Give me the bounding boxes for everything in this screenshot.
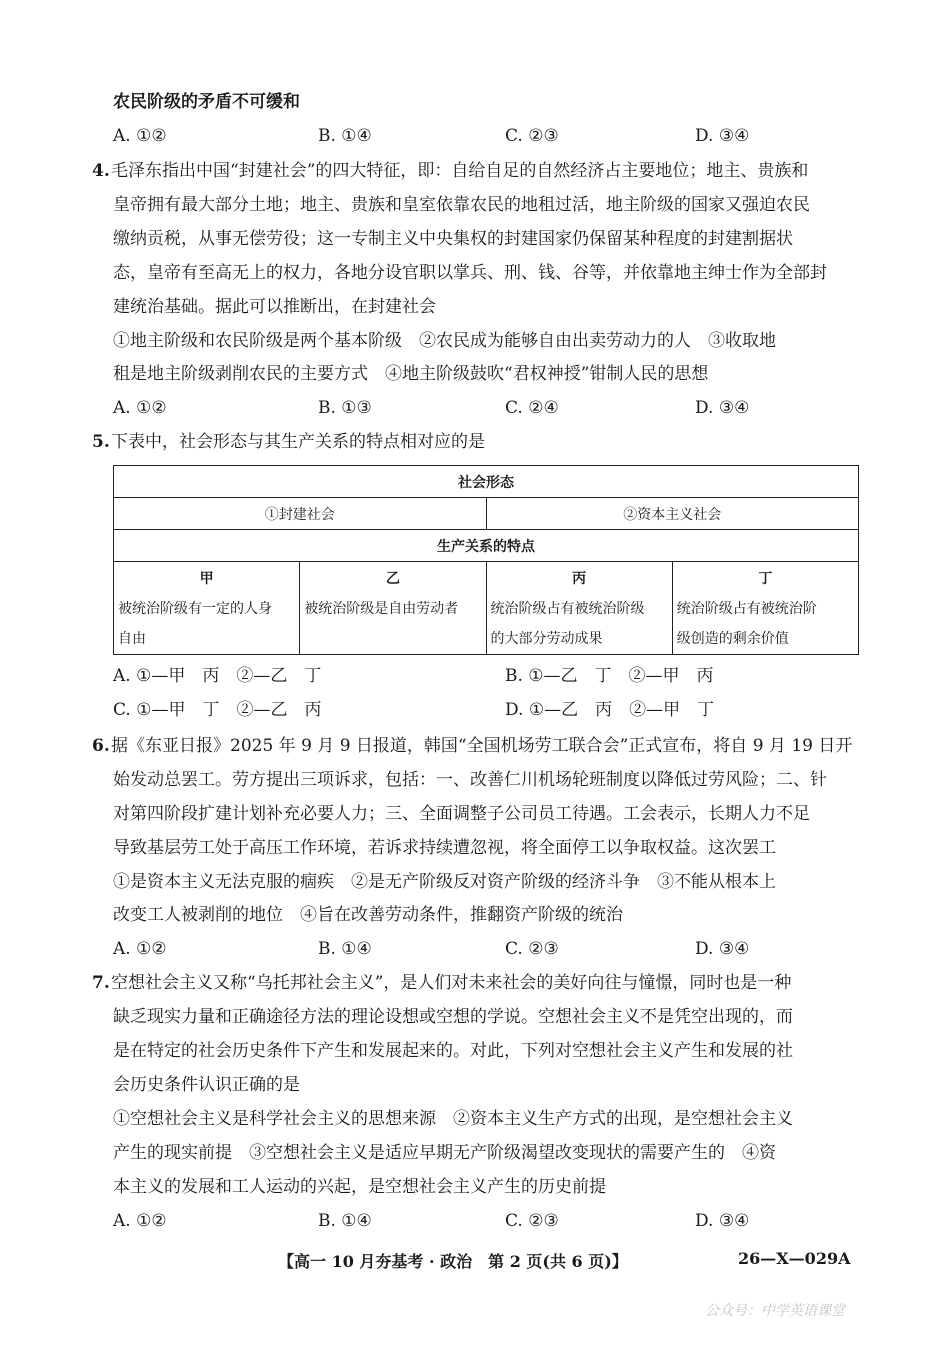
social-form-table: [113, 465, 859, 655]
cell-text-ding-2: 级创造的剩余价值: [676, 631, 789, 647]
q7-line-3: 是在特定的社会历史条件下产生和发展起来的。对此，下列对空想社会主义产生和发展的社: [113, 1041, 793, 1061]
q7-option-b: B. ①④: [318, 1211, 372, 1231]
table-form-capitalist: ②资本主义社会: [486, 498, 859, 530]
q4-line-2: 皇帝拥有最大部分土地；地主、贵族和皇室依靠农民的地租过活，地主阶级的国家又强迫农民: [113, 195, 810, 215]
q7-line-2: 缺乏现实力量和正确途径方法的理论设想或空想的学说。空想社会主义不是凭空出现的，而: [113, 1007, 793, 1027]
footer-exam-info: 【高一 10 月夯基考 · 政治 第 2 页(共 6 页)】: [278, 1252, 628, 1271]
table-cell-yi: [300, 562, 486, 655]
q4-line-4: 态，皇帝有至高无上的权力，各地分设官职以掌兵、刑、钱、谷等，并依靠地主绅士作为全部封: [113, 263, 827, 283]
q4-line-5: 建统治基础。据此可以推断出，在封建社会: [113, 297, 436, 317]
table-cell-ding: [672, 562, 858, 655]
table-cell-bing: [486, 562, 672, 655]
q3-option-a: A. ①②: [113, 126, 167, 146]
q6-line-2: 始发动总罢工。劳方提出三项诉求，包括：一、改善仁川机场轮班制度以降低过劳风险；二、针: [113, 770, 827, 790]
q5-option-a: A. ①—甲 丙 ②—乙 丁: [113, 666, 322, 686]
q4-statement-1: ①地主阶级和农民阶级是两个基本阶级 ②农民成为能够自由出卖劳动力的人 ③收取地: [113, 331, 776, 351]
q4-option-c: C. ②④: [505, 398, 559, 418]
table-header-social-form: 社会形态: [114, 466, 859, 498]
q6-statement-1: ①是资本主义无法克服的痼疾 ②是无产阶级反对资产阶级的经济斗争 ③不能从根本上: [113, 872, 776, 892]
cell-text-yi-1: 被统治阶级是自由劳动者: [304, 601, 459, 617]
cell-text-bing-1: 统治阶级占有被统治阶级: [490, 601, 645, 617]
q4-option-b: B. ①③: [318, 398, 372, 418]
q3-option-c: C. ②③: [505, 126, 559, 146]
q5-number: 5.: [92, 432, 110, 452]
q5-option-b: B. ①—乙 丁 ②—甲 丙: [505, 666, 714, 686]
table-cell-jia: [114, 562, 300, 655]
q3-option-b: B. ①④: [318, 126, 372, 146]
q6-line-3: 对第四阶段扩建计划补充必要人力；三、全面调整子公司员工待遇。工会表示，长期人力不足: [113, 804, 810, 824]
q7-option-c: C. ②③: [505, 1211, 559, 1231]
cell-text-bing-2: 的大部分劳动成果: [490, 631, 603, 647]
q4-option-a: A. ①②: [113, 398, 167, 418]
q7-line-4: 会历史条件认识正确的是: [113, 1075, 300, 1095]
q6-line-4: 导致基层劳工处于高压工作环境，若诉求持续遭忽视，将全面停工以争取权益。这次罢工: [113, 838, 776, 858]
q6-number: 6.: [92, 736, 110, 756]
q7-statement-2: 产生的现实前提 ③空想社会主义是适应早期无产阶级渴望改变现状的需要产生的 ④资: [113, 1143, 776, 1163]
q3-option-d: D. ③④: [695, 126, 750, 146]
table-header-production-relations: 生产关系的特点: [114, 530, 859, 562]
q4-option-d: D. ③④: [695, 398, 750, 418]
q7-statement-3: 本主义的发展和工人运动的兴起，是空想社会主义产生的历史前提: [113, 1177, 606, 1197]
q5-stem: 下表中，社会形态与其生产关系的特点相对应的是: [111, 432, 485, 452]
q6-line-1: 据《东亚日报》2025 年 9 月 9 日报道，韩国“全国机场劳工联合会”正式宣布，将自 9 月 19 日开: [111, 736, 853, 756]
footer-paper-code: 26—X—029A: [738, 1249, 851, 1268]
q6-option-d: D. ③④: [695, 939, 750, 959]
q6-option-c: C. ②③: [505, 939, 559, 959]
q5-option-d: D. ①—乙 丙 ②—甲 丁: [505, 700, 715, 720]
q6-option-b: B. ①④: [318, 939, 372, 959]
q7-option-d: D. ③④: [695, 1211, 750, 1231]
cell-label-ding: 丁: [758, 571, 773, 587]
q7-line-1: 空想社会主义又称“乌托邦社会主义”，是人们对未来社会的美好向往与憧憬，同时也是一种: [111, 973, 792, 993]
cell-text-jia-1: 被统治阶级有一定的人身: [118, 601, 272, 617]
q5-option-c: C. ①—甲 丁 ②—乙 丙: [113, 700, 322, 720]
q7-statement-1: ①空想社会主义是科学社会主义的思想来源 ②资本主义生产方式的出现，是空想社会主义: [113, 1109, 793, 1129]
q4-statement-2: 租是地主阶级剥削农民的主要方式 ④地主阶级鼓吹“君权神授”钳制人民的思想: [113, 364, 709, 384]
q7-option-a: A. ①②: [113, 1211, 167, 1231]
table-form-feudal: ①封建社会: [114, 498, 487, 530]
q7-number: 7.: [92, 973, 110, 993]
q3-tail-text: 农民阶级的矛盾不可缓和: [113, 92, 300, 112]
cell-text-ding-1: 统治阶级占有被统治阶: [676, 601, 817, 617]
watermark: 公众号：中学英语课堂: [705, 1303, 845, 1319]
cell-label-bing: 丙: [572, 571, 587, 587]
cell-label-jia: 甲: [199, 571, 214, 587]
q4-line-1: 毛泽东指出中国“封建社会”的四大特征，即：自给自足的自然经济占主要地位；地主、贵族和: [111, 161, 809, 181]
q4-line-3: 缴纳贡税，从事无偿劳役；这一专制主义中央集权的封建国家仍保留某种程度的封建割据状: [113, 229, 793, 249]
cell-label-yi: 乙: [385, 571, 400, 587]
q6-option-a: A. ①②: [113, 939, 167, 959]
q4-number: 4.: [92, 161, 110, 181]
q6-statement-2: 改变工人被剥削的地位 ④旨在改善劳动条件，推翻资产阶级的统治: [113, 905, 623, 925]
cell-text-jia-2: 自由: [118, 631, 146, 647]
